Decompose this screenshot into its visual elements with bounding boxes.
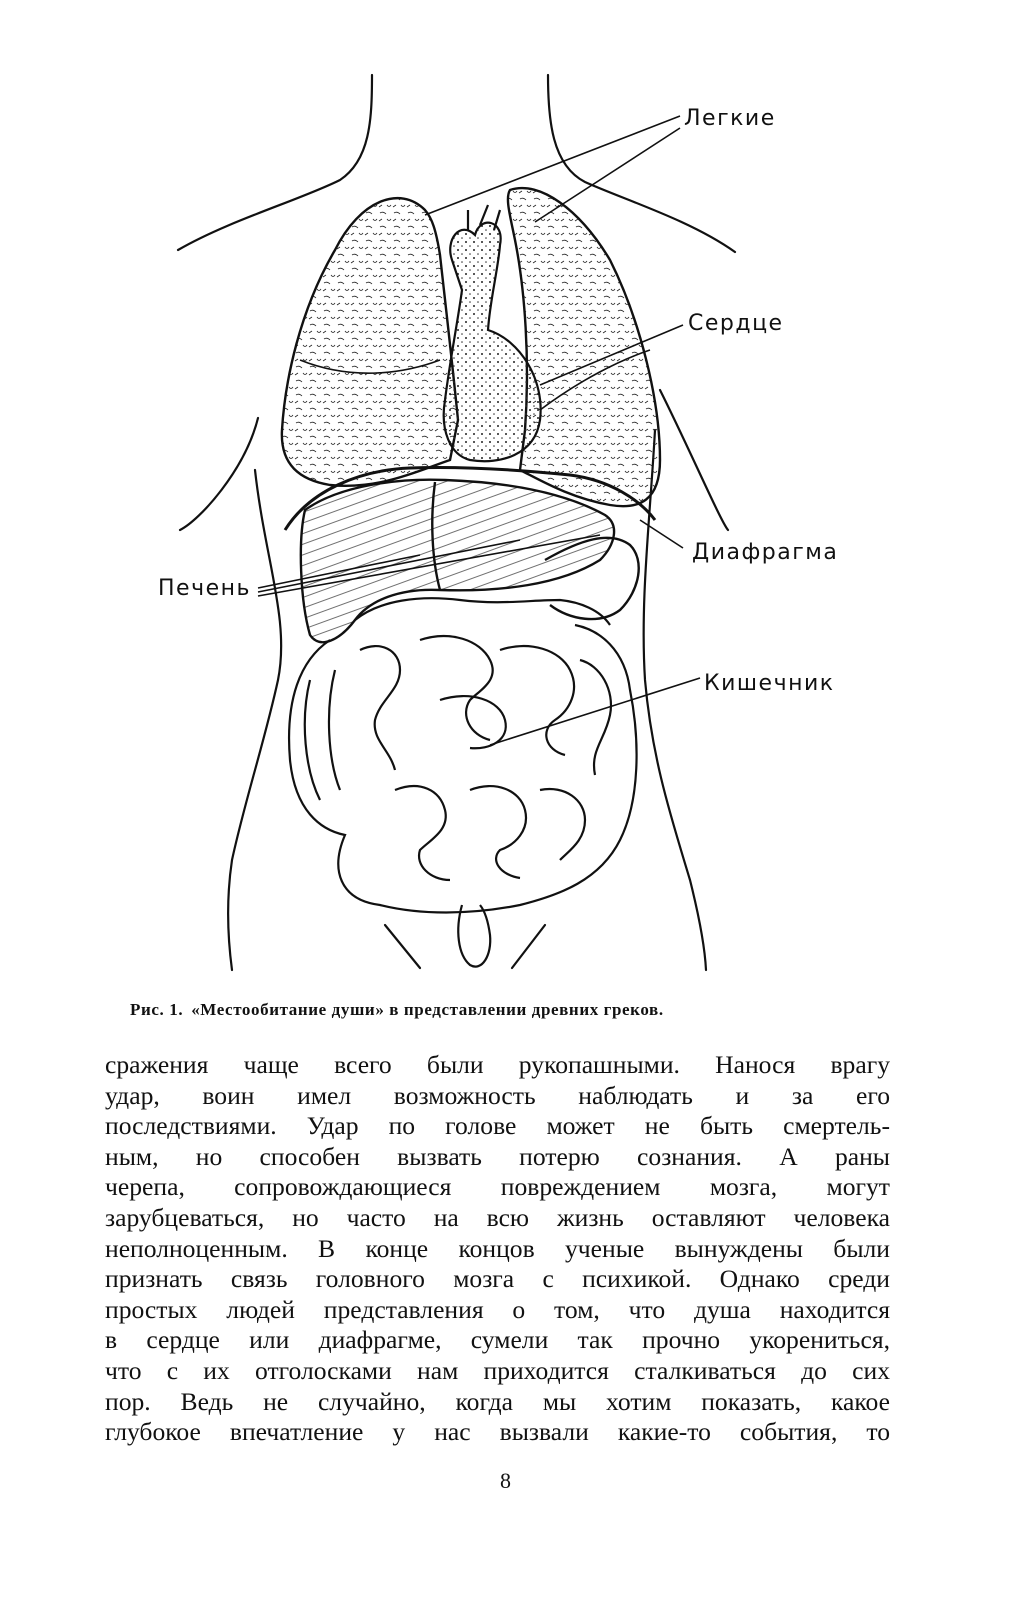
- text-line: признать связь головного мозга с психикой. Однако среди: [105, 1264, 890, 1294]
- label-heart: Сердце: [688, 311, 784, 336]
- text-line: в сердце или диафрагме, сумели так прочно укорениться,: [105, 1325, 890, 1355]
- liver-illustration: [301, 480, 639, 643]
- text-line: неполноценным. В конце концов ученые вынуждены были: [105, 1233, 890, 1263]
- caption-text: «Местообитание души» в представлении древних греков.: [191, 1000, 664, 1019]
- text-line: простых людей представления о том, что душа находится: [105, 1294, 890, 1324]
- text-line: последствиями. Удар по голове может не быть смертель-: [105, 1111, 890, 1141]
- page-number: 8: [500, 1468, 511, 1493]
- text-line: что с их отголосками нам приходится сталкиваться до сих: [105, 1355, 890, 1385]
- body-text: [105, 1050, 890, 1448]
- text-line: удар, воин имел возможность наблюдать и за его: [105, 1080, 890, 1110]
- text-line: зарубцеваться, но часто на всю жизнь оставляют человека: [105, 1202, 890, 1232]
- caption-number: Рис. 1.: [130, 1000, 184, 1019]
- text-line: ным, но способен вызвать потерю сознания. А раны: [105, 1141, 890, 1171]
- text-line: глубокое впечатление у нас вызвали какие-то события, то: [105, 1417, 890, 1447]
- label-intestine: Кишечник: [704, 671, 835, 696]
- figure-caption: [130, 1000, 890, 1020]
- text-line: черепа, сопровождающиеся повреждением мозга, могут: [105, 1172, 890, 1202]
- bladder-illustration: [458, 905, 490, 967]
- label-lungs: Легкие: [684, 106, 776, 131]
- label-liver: Печень: [158, 576, 251, 601]
- text-line: пор. Ведь не случайно, когда мы хотим показать, какое: [105, 1386, 890, 1416]
- label-diaphragm: Диафрагма: [692, 540, 839, 565]
- text-line: сражения чаще всего были рукопашными. Нанося врагу: [105, 1050, 890, 1079]
- intestine-illustration: [289, 598, 637, 912]
